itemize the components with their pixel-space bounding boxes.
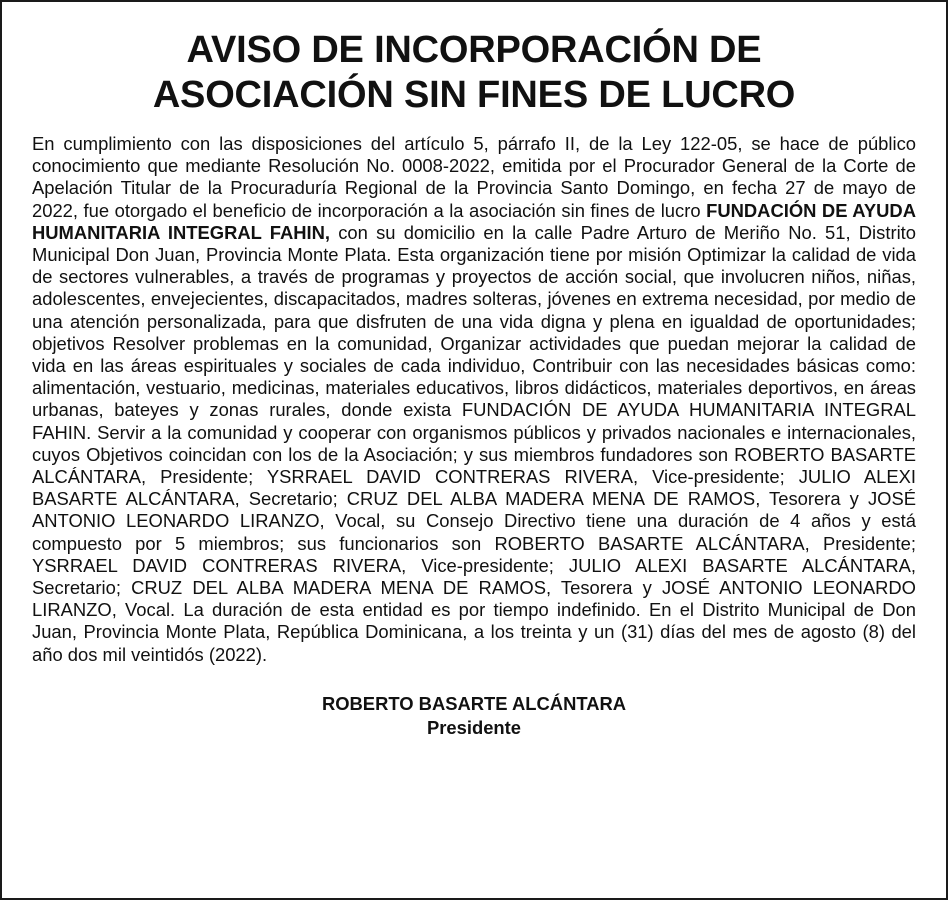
notice-body-intro: En cumplimiento con las disposiciones del artículo 5, párrafo II, de la Ley 122-05, se hace de público conocimiento que mediante Resolución No. 0008-2022, emitida por el Procurador General de la Corte de Apelación Titular de la Procuraduría Regional de la Provincia Santo Domingo, en fecha 27 de mayo de 2022, fue otorgado el beneficio de incorporación a la asociación sin fines de lucro: [32, 133, 916, 221]
signature-role: Presidente: [426, 716, 522, 738]
notice-title-line-1: AVISO DE INCORPORACIÓN DE: [186, 29, 762, 71]
notice-title: [32, 28, 916, 118]
signature-name: ROBERTO BASARTE ALCÁNTARA: [321, 692, 627, 714]
notice-body-details: con su domicilio en la calle Padre Arturo de Meriño No. 51, Distrito Municipal Don Juan, Provincia Monte Plata. Esta organización tiene por misión Optimizar la calidad de vida de sectores vulnerables, a través de programas y proyectos de acción social, que involucren niños, niñas, adolescentes, envejecientes, discapacitados, madres solteras, jóvenes en extrema necesidad, por medio de una atención personalizada, para que disfruten de una vida digna y plena en igualdad de oportunidades; objetivos Resolver problemas en la comunidad, Organizar actividades que puedan mejorar la calidad de vida en las áreas espirituales y sociales de cada individuo, Contribuir con las necesidades básicas como: alimentación, vestuario, medicinas, materiales educativos, libros didácticos, materiales deportivos, en áreas urbanas, bateyes y zonas rurales, donde exista FUNDACIÓN DE AYUDA HUMANITARIA INTEGRAL FAHIN. Servir a la comunidad y cooperar con organismos públicos y privados nacionales e internacionales, cuyos Objetivos coincidan con los de la Asociación; y sus miembros fundadores son ROBERTO BASARTE ALCÁNTARA, Presidente; YSRRAEL DAVID CONTRERAS RIVERA, Vice-presidente; JULIO ALEXI BASARTE ALCÁNTARA, Secretario; CRUZ DEL ALBA MADERA MENA DE RAMOS, Tesorera y JOSÉ ANTONIO LEONARDO LIRANZO, Vocal, su Consejo Directivo tiene una duración de 4 años y está compuesto por 5 miembros; sus funcionarios son ROBERTO BASARTE ALCÁNTARA, Presidente; YSRRAEL DAVID CONTRERAS RIVERA, Vice-presidente; JULIO ALEXI BASARTE ALCÁNTARA, Secretario; CRUZ DEL ALBA MADERA MENA DE RAMOS, Tesorera y JOSÉ ANTONIO LEONARDO LIRANZO, Vocal. La duración de esta entidad es por tiempo indefinido. En el Distrito Municipal de Don Juan, Provincia Monte Plata, República Dominicana, a los treinta y un (31) días del mes de agosto (8) del año dos mil veintidós (2022).: [32, 221, 916, 665]
signature-block: [32, 692, 916, 740]
notice-title-line-2: ASOCIACIÓN SIN FINES DE LUCRO: [152, 74, 796, 116]
notice-body: [32, 133, 916, 666]
organization-name: FUNDACIÓN DE AYUDA HUMANITARIA INTEGRAL FAHIN,: [32, 199, 916, 243]
